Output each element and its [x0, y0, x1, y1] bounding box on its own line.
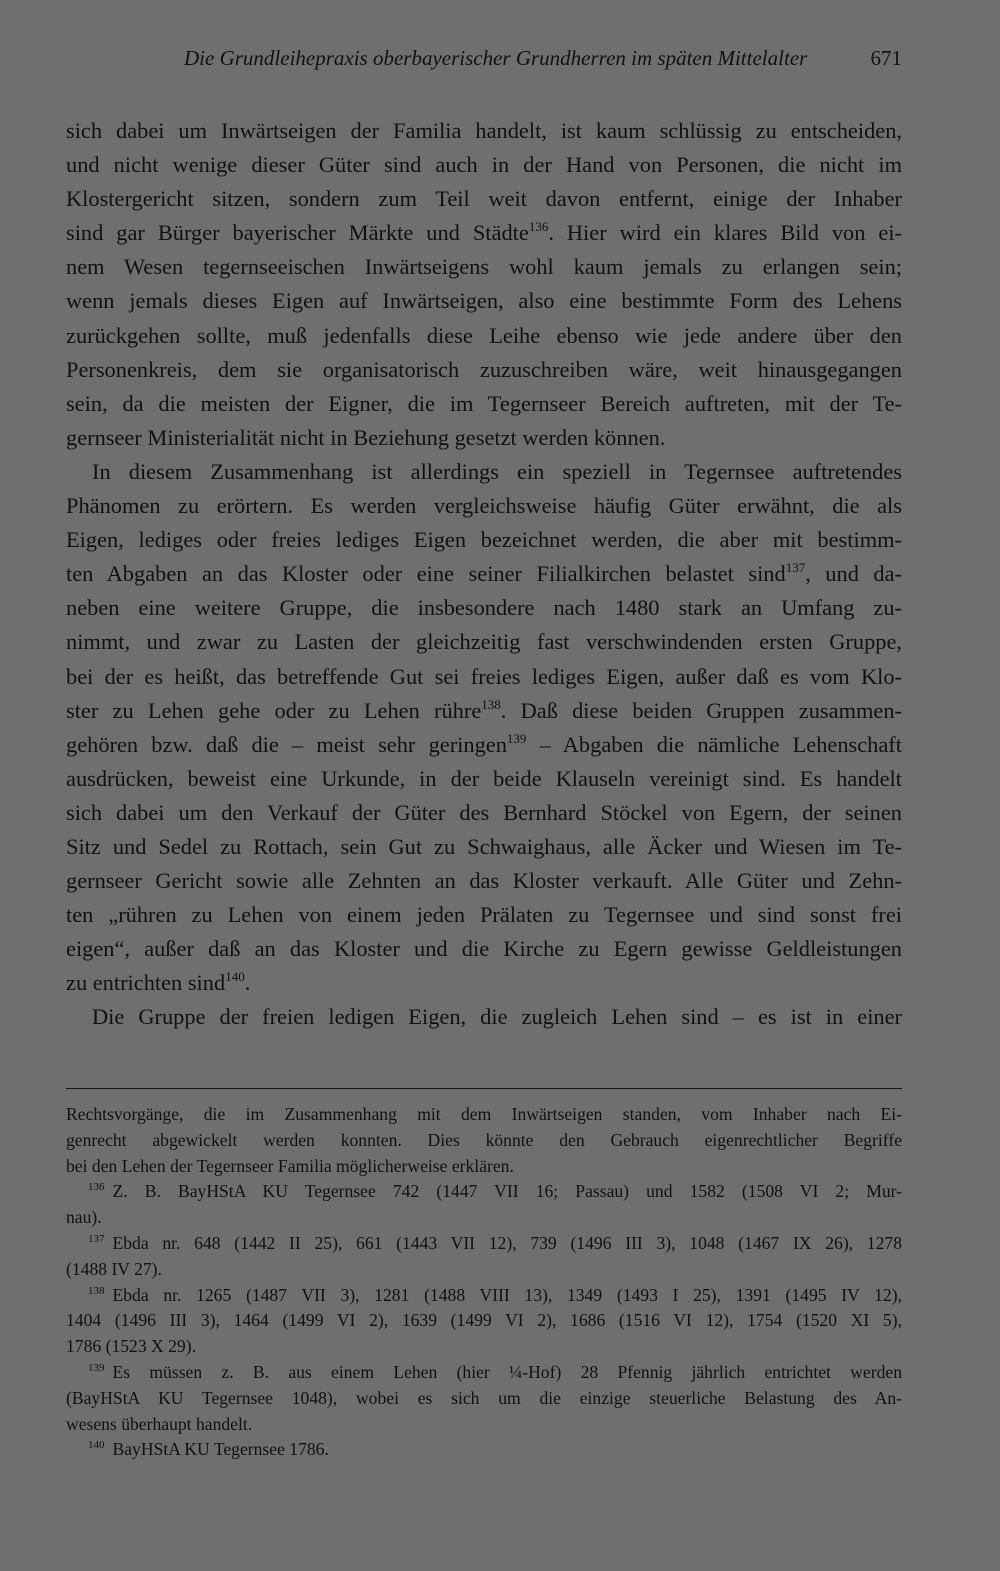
- footnote-text: Ebda nr. 648 (1442 II 25), 661 (1443 VII 12), 739 (1496 III 3), 1048 (1467 IX 26), 1278: [112, 1232, 902, 1253]
- line-text: gernseer Ministerialität nicht in Beziehung gesetzt werden können.: [66, 424, 666, 450]
- line-text: Sitz und Sedel zu Rottach, sein Gut zu Schwaighaus, alle Äcker und Wiesen im Te-: [66, 833, 902, 859]
- body-line: [66, 250, 902, 284]
- footnote-text: (1488 IV 27).: [66, 1258, 162, 1279]
- footnote-line: [66, 1334, 902, 1360]
- footnote-line: [66, 1283, 902, 1309]
- footnote-line: [66, 1154, 902, 1180]
- body-line: [66, 148, 902, 182]
- line-text: – Abgaben die nämliche Lehenschaft: [526, 731, 902, 757]
- running-header: [66, 46, 902, 80]
- footnote-text: Es müssen z. B. aus einem Lehen (hier ¼-Hof) 28 Pfennig jährlich entrichtet werden: [112, 1361, 902, 1382]
- body-line: [66, 660, 902, 694]
- footnote-text: Z. B. BayHStA KU Tegernsee 742 (1447 VII 16; Passau) und 1582 (1508 VI 2; Mur-: [112, 1181, 902, 1202]
- footnote-line: [66, 1179, 902, 1205]
- footnote-text: nau).: [66, 1207, 102, 1228]
- footnote-line: [66, 1308, 902, 1334]
- line-text: gehören bzw. daß die – meist sehr geringen: [66, 731, 507, 757]
- line-text: ten Abgaben an das Kloster oder eine seiner Filialkirchen belastet sind: [66, 561, 786, 587]
- line-text: Die Gruppe der freien ledigen Eigen, die zugleich Lehen sind – es ist in einer: [92, 1004, 902, 1030]
- line-text: In diesem Zusammenhang ist allerdings ein speziell in Tegernsee auftretendes: [92, 458, 902, 484]
- footnote-marker: 136: [528, 219, 549, 235]
- body-line: [66, 966, 902, 1000]
- body-line: [66, 762, 902, 796]
- line-text: neben eine weitere Gruppe, die insbesondere nach 1480 stark an Umfang zu-: [66, 595, 902, 621]
- footnote-line: [66, 1386, 902, 1412]
- body-line: [66, 625, 902, 659]
- line-text: wenn jemals dieses Eigen auf Inwärtseigen, also eine bestimmte Form des Lehens: [66, 288, 902, 314]
- line-text: . Hier wird ein klares Bild von ei-: [548, 220, 902, 246]
- body-line: [66, 489, 902, 523]
- line-text: .: [244, 970, 251, 996]
- footnote-number: 140: [88, 1439, 105, 1452]
- footnote-marker: 139: [506, 730, 527, 746]
- line-text: zurückgehen sollte, muß jedenfalls diese Leihe ebenso wie jede andere über den: [66, 322, 902, 348]
- line-text: . Daß diese beiden Gruppen zusammen-: [500, 697, 902, 723]
- footnote-marker: 137: [785, 560, 806, 576]
- footnote-number: 136: [88, 1181, 105, 1194]
- body-line: [66, 557, 902, 591]
- body-line: [66, 421, 902, 455]
- line-text: sich dabei um Inwärtseigen der Familia handelt, ist kaum schlüssig zu entscheiden,: [66, 118, 902, 143]
- line-text: nimmt, und zwar zu Lasten der gleichzeitig fast verschwindenden ersten Gruppe,: [66, 629, 902, 655]
- footnote-text: bei den Lehen der Tegernseer Familia möglicherweise erklären.: [66, 1155, 514, 1176]
- line-text: sich dabei um den Verkauf der Güter des Bernhard Stöckel von Egern, der seinen: [66, 799, 902, 825]
- footnote-marker: 140: [225, 969, 245, 985]
- line-text: ausdrücken, beweist eine Urkunde, in der beide Klauseln vereinigt sind. Es handelt: [66, 765, 902, 791]
- footnote-text: Rechtsvorgänge, die im Zusammenhang mit dem Inwärtseigen standen, vom Inhaber nach Ei-: [66, 1104, 902, 1124]
- footnote-line: [66, 1437, 902, 1463]
- footnote-text: 1404 (1496 III 3), 1464 (1499 VI 2), 1639 (1499 VI 2), 1686 (1516 VI 12), 1754 (1520 XI 5),: [66, 1310, 902, 1331]
- line-text: , und da-: [805, 561, 902, 587]
- body-line: [66, 523, 902, 557]
- footnote-text: BayHStA KU Tegernsee 1786.: [112, 1439, 329, 1460]
- body-line: [66, 284, 902, 318]
- footnote-number: 137: [88, 1232, 105, 1245]
- footnote-marker: 138: [481, 696, 501, 712]
- line-text: eigen“, außer daß an das Kloster und die Kirche zu Egern gewisse Geldleistungen: [66, 936, 902, 962]
- footnote-text: wesens überhaupt handelt.: [66, 1413, 253, 1434]
- body-line: [66, 898, 902, 932]
- body-line: [66, 864, 902, 898]
- line-text: Klostergericht sitzen, sondern zum Teil weit davon entfernt, einige der Inhaber: [66, 186, 902, 212]
- line-text: sein, da die meisten der Eigner, die im Tegernseer Bereich auftreten, mit der Te-: [66, 390, 902, 416]
- footnotes: [66, 1102, 902, 1463]
- line-text: Eigen, lediges oder freies lediges Eigen bezeichnet werden, die aber mit bestimm-: [66, 527, 902, 553]
- body-line: [66, 353, 902, 387]
- footnote-text: 1786 (1523 X 29).: [66, 1336, 196, 1357]
- body-line: [66, 830, 902, 864]
- footnote-text: (BayHStA KU Tegernsee 1048), wobei es sich um die einzige steuerliche Belastung des An-: [66, 1387, 902, 1408]
- footnote-line: [66, 1205, 902, 1231]
- line-text: ten „rühren zu Lehen von einem jeden Prälaten zu Tegernsee und sind sonst frei: [66, 902, 902, 928]
- line-text: ster zu Lehen gehe oder zu Lehen rühre: [66, 697, 482, 723]
- line-text: Phänomen zu erörtern. Es werden vergleichsweise häufig Güter erwähnt, die als: [66, 493, 902, 519]
- footnote-line: [66, 1257, 902, 1283]
- running-title: Die Grundleihepraxis oberbayerischer Grundherren im späten Mittelalter: [184, 46, 808, 70]
- body-line: [66, 182, 902, 216]
- body-line: [66, 114, 902, 148]
- line-text: Personenkreis, dem sie organisatorisch zuzuschreiben wäre, weit hinausgegangen: [66, 356, 902, 382]
- page-number: 671: [870, 46, 902, 70]
- footnote-line: [66, 1128, 902, 1154]
- body-line: [66, 319, 902, 353]
- body-line: [66, 455, 902, 489]
- body-text: [66, 114, 902, 1035]
- line-text: nem Wesen tegernseeischen Inwärtseigens wohl kaum jemals zu erlangen sein;: [66, 254, 902, 280]
- footnote-line: [66, 1412, 902, 1438]
- footnote-line: [66, 1231, 902, 1257]
- line-text: gernseer Gericht sowie alle Zehnten an das Kloster verkauft. Alle Güter und Zehn-: [66, 868, 902, 894]
- body-line: [66, 591, 902, 625]
- footnote-text: Ebda nr. 1265 (1487 VII 3), 1281 (1488 VIII 13), 1349 (1493 I 25), 1391 (1495 IV 12),: [112, 1284, 902, 1305]
- line-text: zu entrichten sind: [66, 970, 226, 996]
- line-text: sind gar Bürger bayerischer Märkte und Städte: [66, 220, 529, 246]
- footnote-text: genrecht abgewickelt werden konnten. Dies könnte den Gebrauch eigenrechtlicher Begriffe: [66, 1129, 902, 1150]
- line-text: bei der es heißt, das betreffende Gut sei freies lediges Eigen, außer daß es vom Klo-: [66, 663, 902, 689]
- footnote-number: 139: [88, 1361, 105, 1374]
- footnote-line: [66, 1360, 902, 1386]
- footnote-number: 138: [88, 1284, 105, 1297]
- body-line: [66, 387, 902, 421]
- line-text: und nicht wenige dieser Güter sind auch in der Hand von Personen, die nicht im: [66, 152, 902, 178]
- body-line: [66, 216, 902, 250]
- footnote-separator: [66, 1088, 902, 1089]
- body-line: [66, 796, 902, 830]
- footnote-line: [66, 1102, 902, 1128]
- body-line: [66, 694, 902, 728]
- body-line: [66, 1000, 902, 1034]
- body-line: [66, 932, 902, 966]
- body-line: [66, 728, 902, 762]
